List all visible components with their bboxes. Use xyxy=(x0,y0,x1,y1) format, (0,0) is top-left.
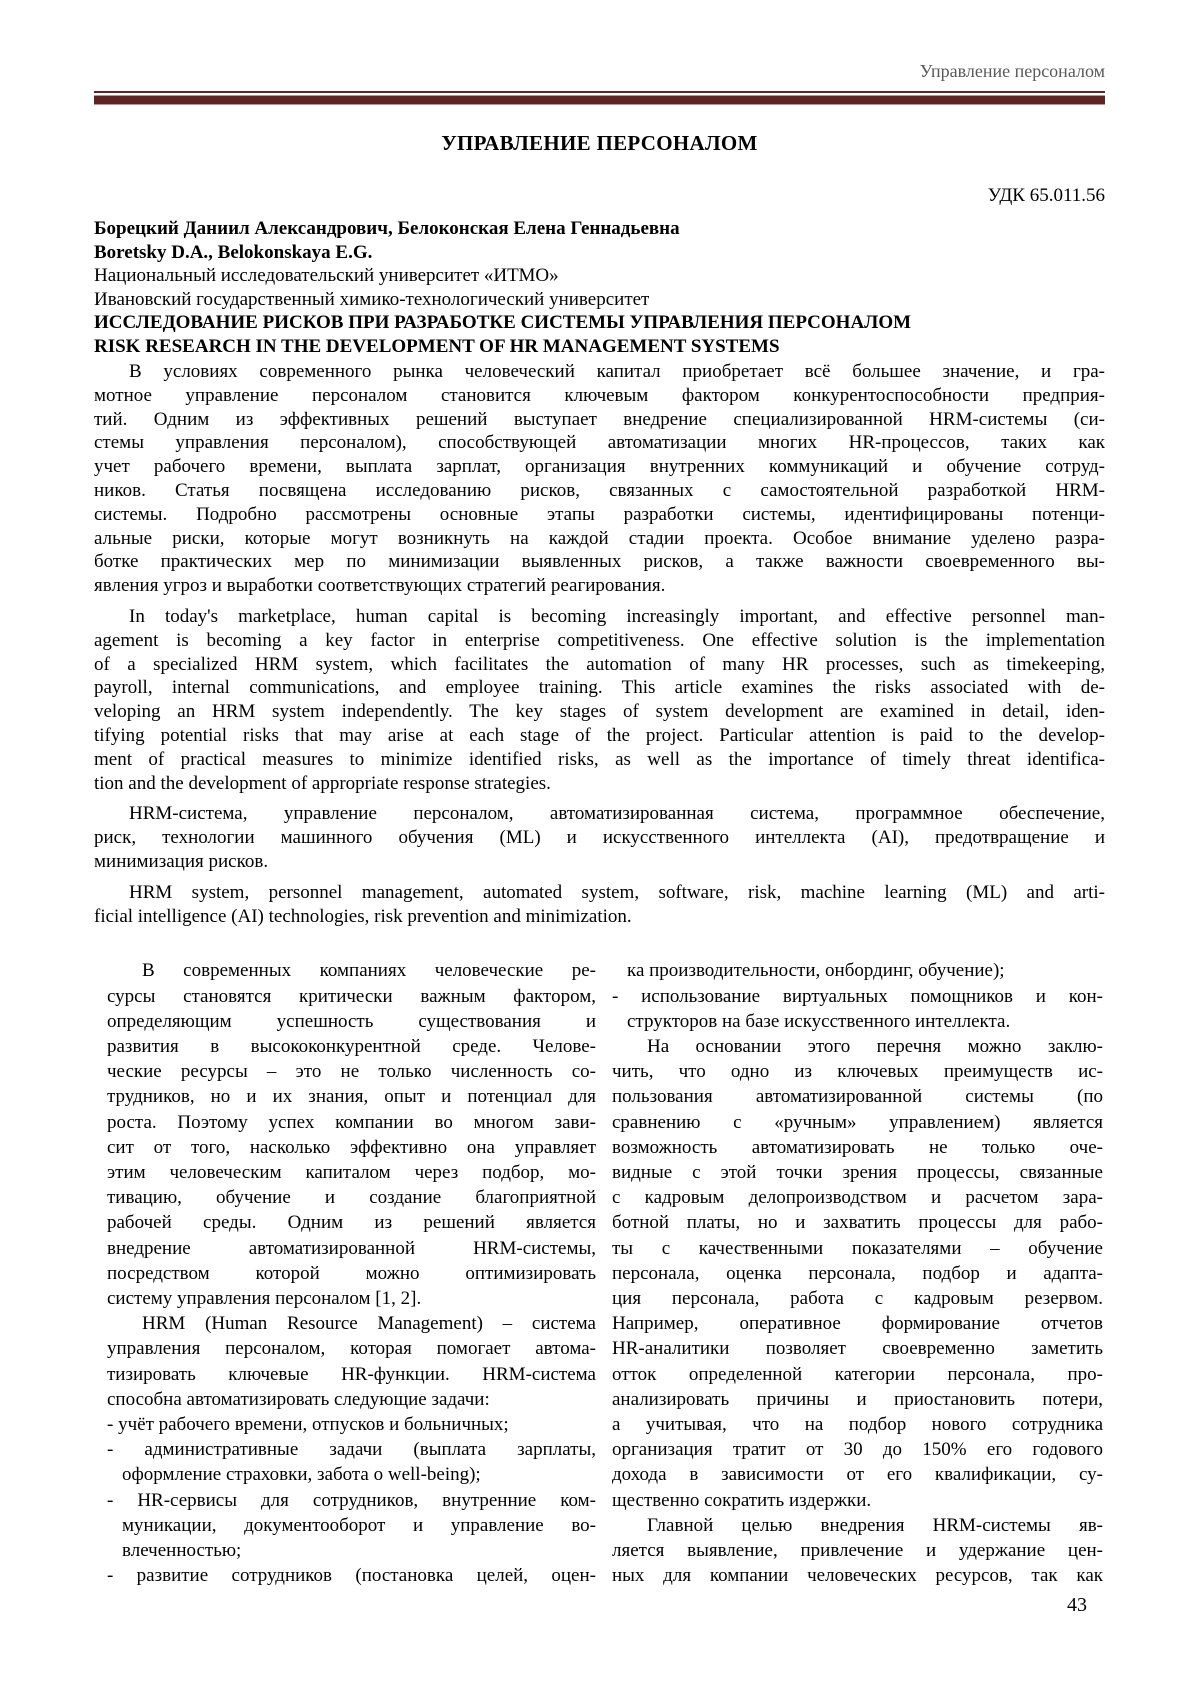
text-line: ment of practical measures to minimize identified risks, as well as the importance of timely threat identifica- xyxy=(94,748,1105,770)
header-rule xyxy=(94,91,1105,105)
text-line: трудников, но и их знания, опыт и потенциал для xyxy=(107,1086,596,1108)
text-line: сравнению с «ручным» управлением) является xyxy=(612,1111,1103,1133)
text-line: возможность автоматизировать не только оче- xyxy=(612,1136,1103,1158)
body-left-column xyxy=(107,958,596,1588)
text-line: ficial intelligence (AI) technologies, risk prevention and minimization. xyxy=(94,905,632,927)
text-line: - использование виртуальных помощников и кон- xyxy=(612,985,1103,1007)
text-line: - развитие сотрудников (постановка целей, оцен- xyxy=(107,1565,596,1587)
abstract-ru xyxy=(94,360,1105,598)
body-right-column xyxy=(612,958,1103,1588)
text-line: видные с этой точки зрения процессы, связанные xyxy=(612,1161,1103,1183)
text-line: развития в высококонкурентной среде. Челове- xyxy=(107,1035,596,1057)
text-line: сит от того, насколько эффективно она управляет xyxy=(107,1136,596,1158)
affiliation-itmo: Национальный исследовательский университет «ИТМО» xyxy=(94,265,559,286)
text-line: мотное управление персоналом становится ключевым фактором конкурентоспособности предприя- xyxy=(94,384,1105,406)
text-line: отток определенной категории персонала, про- xyxy=(612,1363,1103,1385)
body-columns xyxy=(94,958,1105,1588)
text-line: ботной платы, но и захватить процессы для рабо- xyxy=(612,1212,1103,1234)
text-line: tifying potential risks that may arise at each stage of the project. Particular attention is paid to the develop- xyxy=(94,724,1105,746)
text-line: ты с качественными показателями – обучение xyxy=(612,1237,1103,1259)
text-line: In today's marketplace, human capital is becoming increasingly important, and effective personnel man- xyxy=(129,605,1105,627)
text-line: учет рабочего времени, выплата зарплат, организация внутренних коммуникаций и обучение сотруд- xyxy=(94,456,1105,478)
text-line: организация тратит от 30 до 150% его годового xyxy=(612,1439,1103,1461)
text-line: HRM system, personnel management, automated system, software, risk, machine learning (ML) and arti- xyxy=(129,881,1105,903)
text-line: HRM-система, управление персоналом, автоматизированная система, программное обеспечение, xyxy=(129,803,1105,825)
text-line: минимизация рисков. xyxy=(94,850,269,872)
text-line: роста. Поэтому успех компании во многом зави- xyxy=(107,1111,596,1133)
text-line: - HR-сервисы для сотрудников, внутренние ком- xyxy=(107,1489,596,1511)
text-line: персонала, оценка персонала, подбор и адапта- xyxy=(612,1262,1103,1284)
text-line: щественно сократить издержки. xyxy=(612,1489,872,1511)
running-header: Управление персоналом xyxy=(919,61,1105,81)
text-line: ческие ресурсы – это не только численность со- xyxy=(107,1061,596,1083)
text-line: альные риски, которые могут возникнуть на каждой стадии проекта. Особое внимание уделено разра- xyxy=(94,527,1105,549)
text-line: риск, технологии машинного обучения (ML) и искусственного интеллекта (AI), предотвращение и xyxy=(94,827,1105,849)
text-line: внедрение автоматизированной HRM-системы, xyxy=(107,1237,596,1259)
text-line: посредством которой можно оптимизировать xyxy=(107,1262,596,1284)
text-line: явления угроз и выработки соответствующих стратегий реагирования. xyxy=(94,575,666,597)
text-line: ляется выявление, привлечение и удержание цен- xyxy=(612,1540,1103,1561)
authors-en: Boretsky D.A., Belokonskaya E.G. xyxy=(94,241,373,263)
text-line: дохода в зависимости от его квалификации, су- xyxy=(612,1464,1103,1486)
abstract-en xyxy=(94,605,1105,795)
text-line: с кадровым делопроизводством и расчетом зара- xyxy=(612,1187,1103,1209)
section-title: УПРАВЛЕНИЕ ПЕРСОНАЛОМ xyxy=(441,131,758,155)
text-line: - административные задачи (выплата зарплаты, xyxy=(107,1439,596,1461)
keywords-en xyxy=(94,881,1105,929)
text-line: ников. Статья посвящена исследованию рисков, связанных с самостоятельной разработкой HRM- xyxy=(94,479,1105,501)
text-line: HR-аналитики позволяет своевременно заметить xyxy=(612,1338,1103,1360)
text-line: систему управления персоналом [1, 2]. xyxy=(107,1287,422,1309)
text-line: сурсы становятся критически важным фактором, xyxy=(107,985,596,1007)
header-rule-thin-line xyxy=(94,91,1105,93)
text-line: veloping an HRM system independently. The key stages of system development are examined in detail, iden- xyxy=(94,701,1105,723)
page-number: 43 xyxy=(1067,1594,1087,1616)
header-rule-thick-line xyxy=(94,95,1105,105)
affiliation-isuct: Ивановский государственный химико-технологический университет xyxy=(94,288,650,310)
text-line: пользования автоматизированной системы (по xyxy=(612,1086,1103,1108)
text-line: Например, оперативное формирование отчетов xyxy=(612,1313,1103,1335)
text-line: системы. Подробно рассмотрены основные этапы разработки системы, идентифицированы потенци- xyxy=(94,503,1105,525)
text-line: На основании этого перечня можно заклю- xyxy=(647,1035,1103,1057)
text-line: структоров на базе искусственного интеллекта. xyxy=(627,1010,1011,1032)
text-line: of a specialized HRM system, which facilitates the automation of many HR processes, such as timekeeping, xyxy=(94,653,1105,675)
article-title-en: RISK RESEARCH IN THE DEVELOPMENT OF HR MANAGEMENT SYSTEMS xyxy=(94,335,780,357)
text-line: а учитывая, что на подбор нового сотрудника xyxy=(612,1413,1103,1435)
text-line: тизировать ключевые HR-функции. HRM-система xyxy=(107,1363,596,1385)
udk-label: УДК 65.011.56 xyxy=(987,185,1105,206)
text-line: способна автоматизировать следующие задачи: xyxy=(107,1388,490,1410)
text-line: ка производительности, онбординг, обучение); xyxy=(627,960,1005,982)
byline-block xyxy=(94,217,1105,358)
article-title-ru: ИССЛЕДОВАНИЕ РИСКОВ ПРИ РАЗРАБОТКЕ СИСТЕМЫ УПРАВЛЕНИЯ ПЕРСОНАЛОМ xyxy=(94,312,912,333)
text-line: Главной целью внедрения HRM-системы яв- xyxy=(647,1514,1103,1536)
text-line: определяющим успешность существования и xyxy=(107,1010,596,1032)
text-line: муникации, документооборот и управление во- xyxy=(122,1514,596,1536)
text-line: tion and the development of appropriate response strategies. xyxy=(94,772,551,794)
text-line: тивацию, обучение и создание благоприятной xyxy=(107,1187,596,1209)
keywords-ru xyxy=(94,802,1105,873)
text-line: тий. Одним из эффективных решений выступает внедрение специализированной HRM-системы (си- xyxy=(94,408,1105,430)
text-line: HRM (Human Resource Management) – система xyxy=(142,1313,596,1335)
text-line: стемы управления персоналом), способствующей автоматизации многих HR-процессов, таких как xyxy=(94,432,1105,454)
text-line: ция персонала, работа с кадровым резервом. xyxy=(612,1287,1103,1309)
text-line: В условиях современного рынка человеческий капитал приобретает всё большее значение, и гра- xyxy=(129,361,1105,382)
text-line: оформление страховки, забота о well-being); xyxy=(122,1464,481,1486)
text-line: ботке практических мер по минимизации выявленных рисков, а также важности своевременного вы- xyxy=(94,551,1105,573)
text-line: payroll, internal communications, and employee training. This article examines the risks associated with de- xyxy=(94,677,1105,699)
text-line: В современных компаниях человеческие ре- xyxy=(142,960,596,982)
text-line: влеченностью; xyxy=(122,1540,242,1561)
text-line: agement is becoming a key factor in enterprise competitiveness. One effective solution is the implementation xyxy=(94,629,1105,651)
text-line: анализировать причины и приостановить потери, xyxy=(612,1388,1103,1410)
text-line: этим человеческим капиталом через подбор, мо- xyxy=(107,1161,596,1183)
text-line: рабочей среды. Одним из решений является xyxy=(107,1212,596,1234)
authors-ru: Борецкий Даниил Александрович, Белоконская Елена Геннадьевна xyxy=(94,218,680,239)
text-line: - учёт рабочего времени, отпусков и больничных; xyxy=(107,1413,509,1435)
abstracts-section xyxy=(94,360,1105,928)
text-line: ных для компании человеческих ресурсов, так как xyxy=(612,1565,1103,1587)
text-line: управления персоналом, которая помогает автома- xyxy=(107,1338,596,1360)
text-line: чить, что одно из ключевых преимуществ ис- xyxy=(612,1061,1103,1083)
